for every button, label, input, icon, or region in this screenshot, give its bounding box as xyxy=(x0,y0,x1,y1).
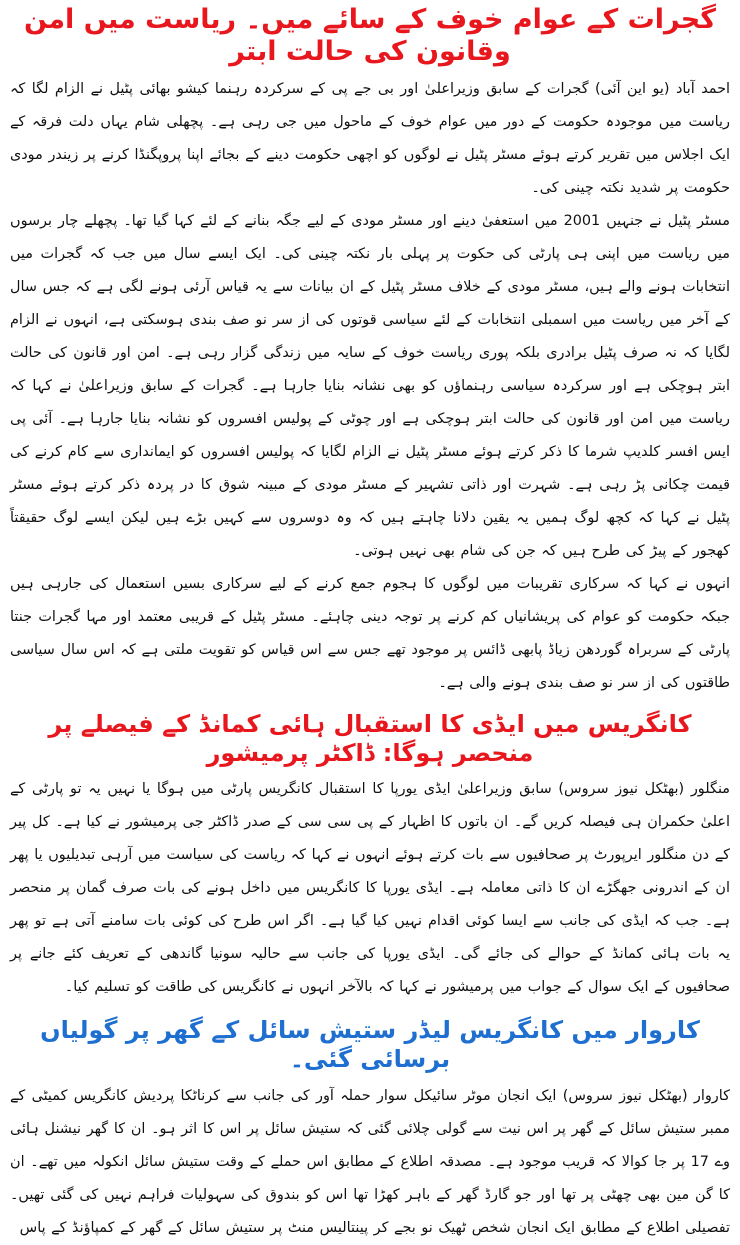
article-paragraph: مسٹر پٹیل نے جنہیں 2001 میں استعفیٰ دینے اور مسٹر مودی کے لیے جگہ بنانے کے لئے کہا گیا تھا۔ پچھلے چار برسوں میں ریاست میں اپنی ہی پارٹی کی حکوت پر پہلی بار نکتہ چینی کی۔ ایک ایسے سال میں جب کہ گجرات میں انتخابات ہونے والے ہیں، مسٹر مودی کے خلاف مسٹر پٹیل کے ان بیانات سے یہ قیاس آرئی ہونے لگی ہے کہ جس سال کے آخر میں ریاست میں اسمبلی انتخابات کے لئے سیاسی قوتوں کی از سر نو صف بندی ہوسکتی ہے، انہوں نے الزام لگایا کہ نہ صرف پٹیل برادری بلکہ پوری ریاست خوف کے سایہ میں زندگی گزار رہی ہے۔ امن اور قانون کی حالت ابتر ہوچکی ہے اور سرکردہ سیاسی رہنماؤں کو بھی نشانہ بنایا جارہا ہے۔ گجرات کے سابق وزیراعلیٰ نے کہا کہ ریاست میں امن اور قانون کی حالت ابتر ہوچکی ہے اور چوٹی کے پولیس افسروں کو نشانہ بنایا جارہا ہے۔ آئی پی ایس افسر کلدیپ شرما کا ذکر کرتے ہوئے مسٹر پٹیل نے الزام لگایا کہ پولیس افسروں کو ایمانداری سے کام کرنے کی قیمت چکانی پڑ رہی ہے۔ شہرت اور ذاتی تشہیر کے مسٹر مودی کے مبینہ شوق کا در پردہ ذکر کرتے ہوئے مسٹر پٹیل نے کہا کہ کچھ لوگ ہمیں یہ یقین دلانا چاہتے ہیں کہ وہ دوسروں سے کہیں بڑے ہیں لیکن ایسے لوگ حقیقتاً کھجور کے پیڑ کی طرح ہیں کہ جن کی شام بھی نہیں ہوتی۔ xyxy=(10,212,731,559)
article-body xyxy=(10,773,730,1004)
article-headline: کانگریس میں ایڈی کا استقبال ہائی کمانڈ کے فیصلے پر منحصر ہوگا: ڈاکٹر پرمیشور xyxy=(48,709,692,767)
article-paragraph: کاروار (بھٹکل نیوز سروس) ایک انجان موٹر سائیکل سوار حملہ آور کی جانب سے کرناٹکا پردیش کانگریس کمیٹی کے ممبر ستیش سائل کے گھر پر اس نیت سے گولی چلائی گئی کہ ستیش سائل پر اس کا اثر ہو۔ ان کا گھر نیشنل ہائی وے 17 پر جا کوالا کہ قریب موجود ہے۔ مصدقہ اطلاع کے مطابق اس حملے کے وقت ستیش سائل انکولہ میں تھے۔ ان کا گن مین بھی چھٹی پر تھا اور جو گارڈ گھر کے باہر کھڑا تھا اس کو بندوق کی سہولیات فراہم نہیں کی گئی تھیں۔ تفصیلی اطلاع کے مطابق ایک انجان شخص ٹھیک نو بجے کر پینتالیس منٹ پر ستیش سائل کے گھر کے کمپاؤنڈ کے پاس xyxy=(10,1087,730,1236)
article-paragraph: منگلور (بھٹکل نیوز سروس) سابق وزیراعلیٰ ایڈی یورپا کا استقبال کانگریس پارٹی میں ہوگا یا نہیں یہ تو پارٹی کے اعلیٰ حکمران ہی فیصلہ کریں گے۔ ان باتوں کا اظہار کے پی سی سی کے صدر ڈاکٹر جی پرمیشور نے کیا ہے۔ کل پیر کے دن منگلور ایرپورٹ پر صحافیوں سے بات کرتے ہوئے انہوں نے کہا کہ ریاست کی سیاست میں آرہی تبدیلیوں یا پھر ان کے اندرونی جھگڑے ان کا ذاتی معاملہ ہے۔ ایڈی یورپا کا کانگریس میں داخل ہونے کی بات صرف گمان پر منحصر ہے۔ جب کہ ایڈی کی جانب سے ایسا کوئی اقدام نہیں کیا گیا ہے۔ اگر اس طرح کی کوئی بات سامنے آتی ہے تو پھر یہ بات ہائی کمانڈ کے حوالے کی جائے گی۔ ایڈی یورپا کی جانب سے حالیہ سونیا گاندھی کے تعریف کئے جانے پر صحافیوں کے ایک سوال کے جواب میں پرمیشور نے کہا کہ بالآخر انہوں نے کانگریس کی طاقت کو تسلیم کیا۔ xyxy=(10,781,730,996)
article-paragraph: احمد آباد (یو این آئی) گجرات کے سابق وزیراعلیٰ اور بی جے پی کے سرکردہ رہنما کیشو بھائی پٹیل نے الزام لگا کہ ریاست میں موجودہ حکومت کے دور میں عوام خوف کے ماحول میں جی رہی ہے۔ پچھلی شام یہاں دلت فرقہ کے ایک اجلاس میں تقریر کرتے ہوئے مسٹر پٹیل نے لوگوں کو اچھی حکومت دینے کے بجائے اپنا پروپگنڈا کرنے پر زیندر مودی حکومت پر شدید نکتہ چینی کی۔ xyxy=(10,80,730,196)
article-paragraph: انہوں نے کہا کہ سرکاری تقریبات میں لوگوں کا ہجوم جمع کرنے کے لیے سرکاری بسیں استعمال کی جارہی ہیں جبکہ حکومت کو عوام کی پریشانیاں کم کرنے پر توجہ دینی چاہئے۔ مسٹر پٹیل کے قریبی معتمد اور مہا گجرات جنتا پارٹی کے سربراہ گوردھن زیاڈ پابھی ڈائس پر موجود تھے جس سے اس قیاس کو تقویت ملتی ہے کہ اس سال سیاسی طاقتوں کی از سر نو صف بندی ہونے والی ہے۔ xyxy=(10,575,730,691)
article-body xyxy=(10,73,730,700)
article-karwar-shooting xyxy=(10,1016,730,1245)
article-gujarat-law-order xyxy=(10,4,730,700)
article-headline: کاروار میں کانگریس لیڈر ستیش سائل کے گھر پر گولیاں برسائی گئی۔ xyxy=(40,1016,700,1074)
article-headline: گجرات کے عوام خوف کے سائے میں۔ ریاست میں امن وقانون کی حالت ابتر xyxy=(24,4,716,68)
article-body xyxy=(10,1080,730,1245)
article-congress-eddy xyxy=(10,710,730,1005)
